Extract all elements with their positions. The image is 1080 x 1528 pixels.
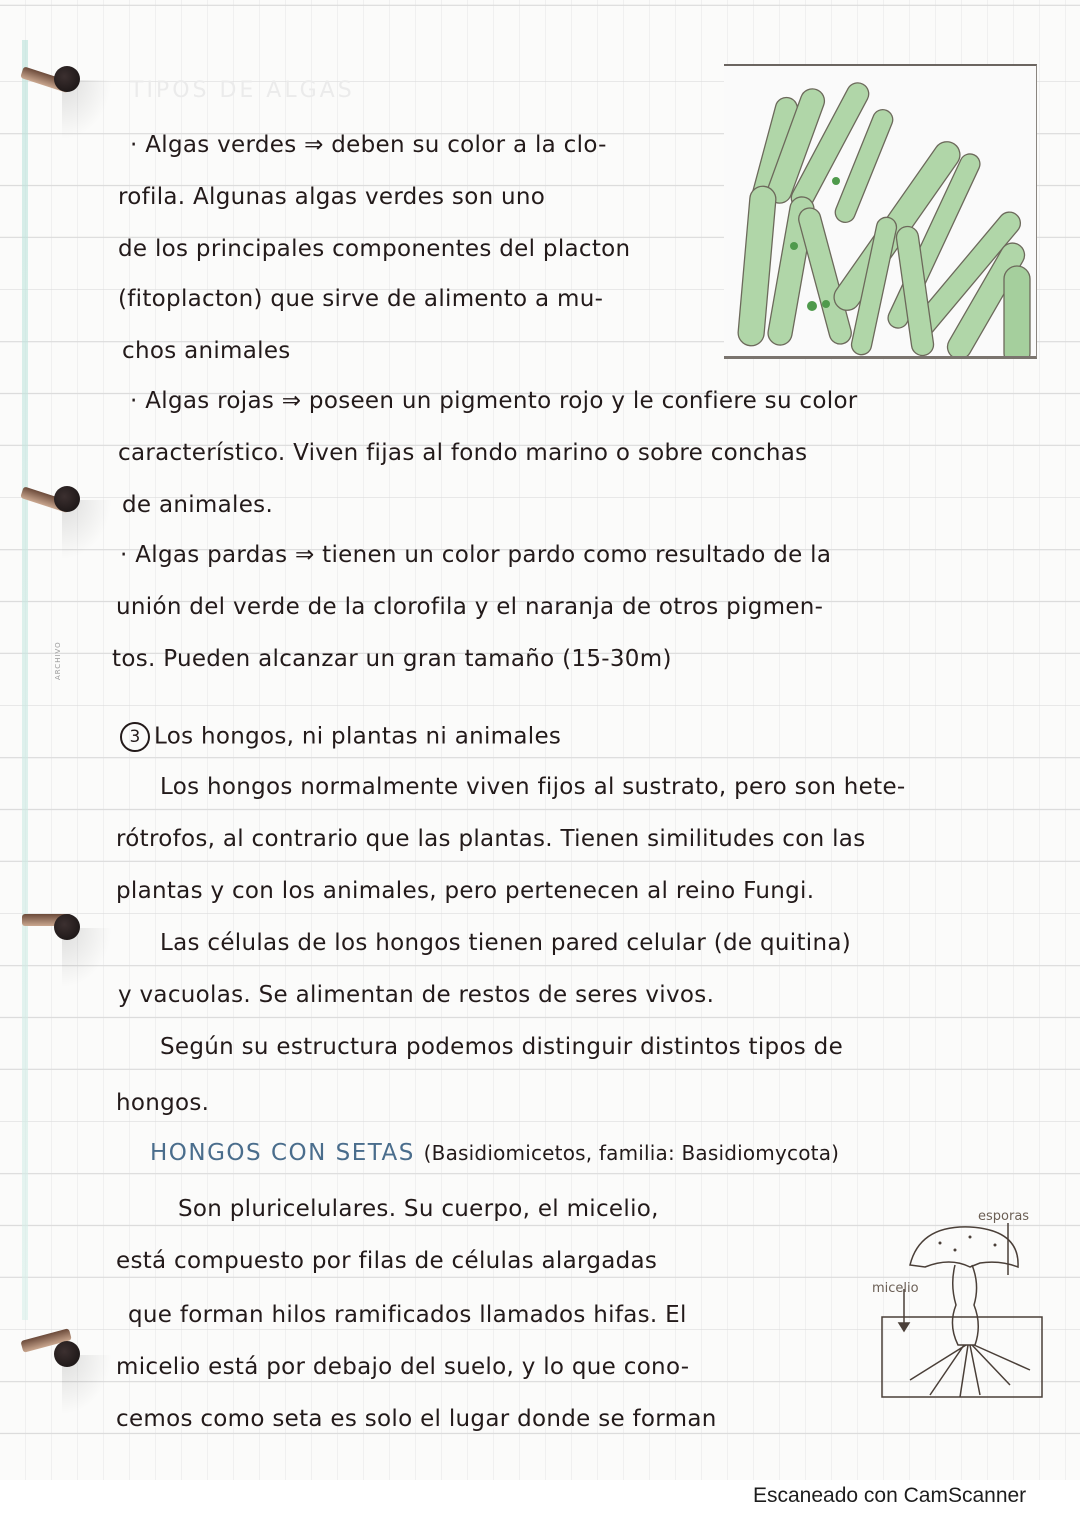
text-line: plantas y con los animales, pero pertenecen al reino Fungi. bbox=[116, 878, 815, 904]
label-mycelium: micelio bbox=[872, 1281, 919, 1296]
text-line: Según su estructura podemos distinguir distintos tipos de bbox=[160, 1034, 844, 1060]
text-line: característico. Viven fijas al fondo marino o sobre conchas bbox=[118, 440, 808, 466]
text-line: tos. Pueden alcanzar un gran tamaño (15-30m) bbox=[112, 646, 672, 672]
algae-filaments-icon bbox=[724, 66, 1036, 356]
binder-ring-icon bbox=[22, 1335, 92, 1369]
text-line: de los principales componentes del placton bbox=[118, 236, 631, 262]
section-title bbox=[120, 722, 561, 752]
scanner-watermark: Escaneado con CamScanner bbox=[753, 1484, 1027, 1507]
text-line: · Algas verdes ⇒ deben su color a la clo- bbox=[130, 132, 607, 158]
text-line: chos animales bbox=[122, 338, 291, 364]
binder-ring-icon bbox=[22, 480, 92, 514]
subsection-heading bbox=[150, 1140, 839, 1166]
subsection-classification: (Basidiomicetos, familia: Basidiomycota) bbox=[423, 1141, 840, 1165]
subsection-title: HONGOS CON SETAS bbox=[150, 1140, 415, 1166]
binder-ring-icon bbox=[22, 60, 92, 94]
text-line: Los hongos normalmente viven fijos al sustrato, pero son hete- bbox=[160, 774, 906, 800]
text-line: de animales. bbox=[122, 492, 274, 518]
margin-strip bbox=[22, 40, 28, 1320]
text-line: cemos como seta es solo el lugar donde se forman bbox=[116, 1406, 717, 1432]
text-line: está compuesto por filas de células alargadas bbox=[116, 1248, 658, 1274]
text-line: micelio está por debajo del suelo, y lo que cono- bbox=[116, 1354, 690, 1380]
text-line: que forman hilos ramificados llamados hifas. El bbox=[128, 1302, 687, 1328]
text-line: rótrofos, al contrario que las plantas. Tienen similitudes con las bbox=[116, 826, 866, 852]
text-line: rofila. Algunas algas verdes son uno bbox=[118, 184, 546, 210]
text-line: · Algas pardas ⇒ tienen un color pardo como resultado de la bbox=[120, 542, 832, 568]
section-number: 3 bbox=[120, 722, 150, 752]
text-line: Son pluricelulares. Su cuerpo, el micelio, bbox=[178, 1196, 659, 1222]
text-line: Las células de los hongos tienen pared celular (de quitina) bbox=[160, 930, 851, 956]
text-line: unión del verde de la clorofila y el naranja de otros pigmen- bbox=[116, 594, 824, 620]
section-title-text: Los hongos, ni plantas ni animales bbox=[154, 723, 562, 750]
binder-ring-icon bbox=[22, 908, 92, 942]
mushroom-icon bbox=[870, 1205, 1050, 1405]
faded-heading: TIPOS DE ALGAS bbox=[130, 78, 355, 103]
side-mark: ARCHIVO bbox=[54, 641, 62, 680]
text-line: · Algas rojas ⇒ poseen un pigmento rojo y le confiere su color bbox=[130, 388, 858, 414]
mushroom-illustration bbox=[870, 1205, 1050, 1405]
text-line: hongos. bbox=[116, 1090, 210, 1116]
algae-illustration bbox=[724, 64, 1037, 359]
text-line: (fitoplacton) que sirve de alimento a mu- bbox=[118, 286, 604, 312]
label-spores: esporas bbox=[978, 1209, 1030, 1224]
text-line: y vacuolas. Se alimentan de restos de seres vivos. bbox=[118, 982, 715, 1008]
